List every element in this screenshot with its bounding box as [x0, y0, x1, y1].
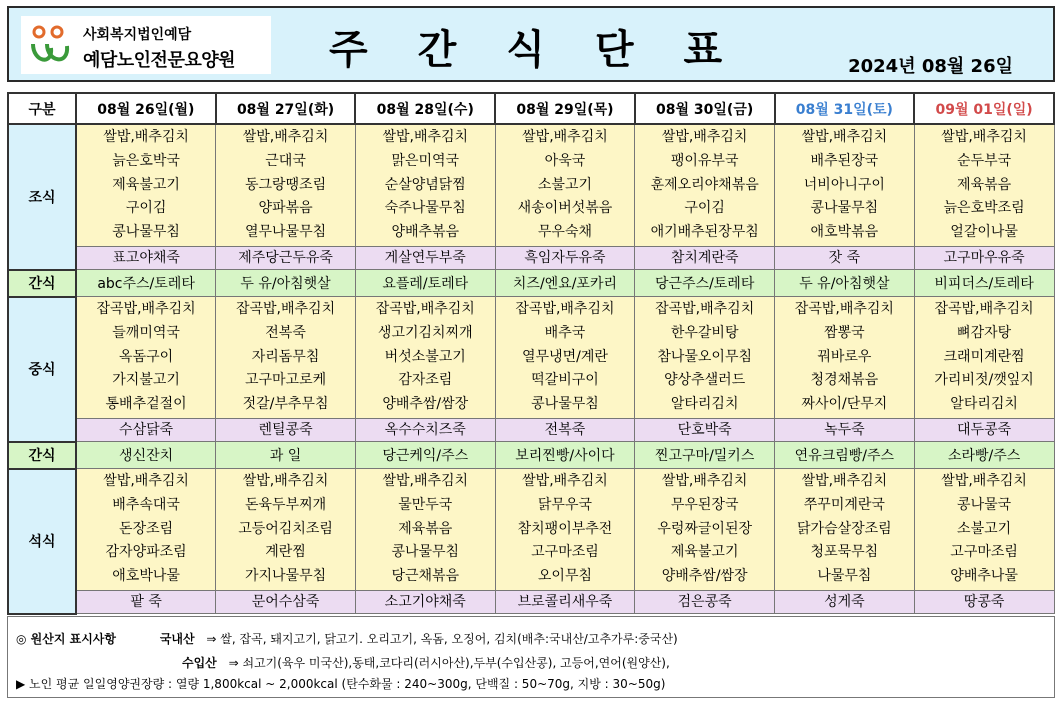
menu-item: 소불고기: [957, 520, 1012, 537]
snack-cell: 과 일: [216, 442, 356, 469]
dinner-cell: [355, 469, 495, 591]
snack1-row: [8, 270, 1054, 297]
menu-item: 쌀밥,배추김치: [941, 129, 1027, 145]
menu-item: 쌀밥,배추김치: [382, 473, 469, 489]
menu-item: 물만두국: [398, 496, 453, 513]
snack-cell: 두 유/아침햇살: [775, 270, 915, 297]
import-label: 수입산: [182, 656, 217, 670]
menu-item: 떡갈비구이: [531, 372, 599, 389]
porridge-cell: 검은콩죽: [635, 591, 775, 614]
menu-item: 배추된장국: [810, 152, 879, 169]
menu-item: 콩나물무침: [810, 200, 879, 217]
snack-cell: 당근케익/주스: [355, 442, 495, 469]
menu-item: 양배추쌈/쌈장: [661, 568, 748, 585]
menu-item: 새송이버섯볶음: [517, 200, 613, 217]
day-header: 08월 30일(금): [635, 93, 775, 124]
menu-item: 청포묵무침: [810, 544, 879, 561]
domestic-text: ⇒ 쌀, 잡곡, 돼지고기, 닭고기. 오리고기, 옥돔, 오징어, 김치(배추:국내산/고추가루:중국산): [206, 632, 678, 646]
import-text: ⇒ 쇠고기(육우 미국산),동태,코다리(러시아산),두부(수입산콩), 고등어,연어(원양산),: [228, 656, 670, 670]
menu-item: 고구마조림: [531, 544, 599, 561]
day-header: 08월 27일(화): [216, 93, 356, 124]
menu-item: 양파볶음: [258, 200, 313, 217]
breakfast-cell: [76, 124, 216, 247]
porridge-cell: 성게죽: [775, 591, 915, 614]
snack2-label: 간식: [8, 442, 76, 469]
day-header-sunday: 09월 01일(일): [914, 93, 1054, 124]
menu-item: 고구마조림: [950, 544, 1018, 561]
snack-cell: abc주스/토레타: [76, 270, 216, 297]
menu-item: 배추국: [544, 324, 586, 341]
breakfast-row: [8, 124, 1054, 247]
menu-item: 청경채볶음: [810, 372, 879, 389]
lunch-cell: [635, 297, 775, 419]
menu-item: 알타리김치: [950, 396, 1018, 413]
breakfast-cell: [216, 124, 356, 247]
dinner-cell: [914, 469, 1054, 591]
menu-item: 돈육두부찌개: [244, 496, 327, 513]
dinner-cell: [76, 469, 216, 591]
menu-item: 쌀밥,배추김치: [522, 473, 608, 489]
menu-item: 근대국: [265, 152, 306, 169]
menu-item: 늙은호박국: [112, 152, 180, 169]
menu-item: 열무나물무침: [244, 224, 327, 241]
menu-item: 닭가슴살장조림: [797, 520, 892, 537]
menu-item: 애호박나물: [112, 568, 180, 585]
menu-item: 잡곡밥,배추김치: [655, 301, 755, 317]
breakfast-label: 조식: [8, 124, 76, 270]
day-header-saturday: 08월 31일(토): [775, 93, 915, 124]
menu-item: 크래미계란찜: [943, 348, 1025, 365]
menu-item: 오이무침: [537, 568, 593, 585]
menu-item: 통배추겉절이: [105, 396, 187, 413]
snack-cell: 보리찐빵/사이다: [495, 442, 635, 469]
menu-item: 알타리김치: [670, 396, 739, 413]
footer-notes: [7, 616, 1055, 698]
snack-cell: 두 유/아침햇살: [216, 270, 356, 297]
menu-item: 순살양념닭찜: [384, 176, 466, 193]
snack2-row: [8, 442, 1054, 469]
menu-item: 너비아니구이: [803, 176, 885, 193]
menu-item: 쌀밥,배추김치: [382, 129, 469, 145]
menu-item: 콩나물무침: [531, 396, 599, 413]
porridge-cell: 문어수삼죽: [216, 591, 356, 614]
menu-item: 잡곡밥,배추김치: [375, 301, 475, 317]
menu-item: 젓갈/부추무침: [242, 396, 329, 413]
menu-item: 고등어김치조림: [238, 520, 333, 537]
porridge-cell: 렌틸콩죽: [216, 419, 356, 442]
origin-domestic-line: [16, 630, 678, 647]
dinner-cell: [635, 469, 775, 591]
breakfast-cell: [495, 124, 635, 247]
menu-item: 쌀밥,배추김치: [801, 473, 888, 489]
menu-item: 늙은호박조림: [943, 200, 1025, 217]
menu-item: 잡곡밥,배추김치: [235, 301, 336, 317]
menu-item: 제육불고기: [670, 544, 739, 561]
dinner-cell: [775, 469, 915, 591]
menu-item: 소불고기: [537, 176, 593, 193]
menu-item: 구이김: [125, 200, 167, 217]
snack-cell: 찐고구마/밀키스: [635, 442, 775, 469]
menu-item: 무우된장국: [670, 496, 739, 513]
menu-item: 들깨미역국: [112, 324, 180, 341]
porridge-cell: 흑임자두유죽: [495, 247, 635, 270]
dinner-porridge-row: [8, 591, 1054, 614]
lunch-porridge-row: [8, 419, 1054, 442]
lunch-cell: [355, 297, 495, 419]
menu-item: 잡곡밥,배추김치: [515, 301, 615, 317]
domestic-label: 국내산: [159, 632, 195, 646]
porridge-cell: 표고야채죽: [76, 247, 216, 270]
lunch-cell: [914, 297, 1054, 419]
snack1-label: 간식: [8, 270, 76, 297]
menu-item: 가리비젓/깻잎지: [934, 372, 1034, 389]
breakfast-cell: [914, 124, 1054, 247]
menu-item: 자리돔무침: [251, 348, 320, 365]
menu-item: 양상추샐러드: [664, 372, 746, 389]
lunch-label: 중식: [8, 297, 76, 442]
lunch-cell: [775, 297, 915, 419]
menu-item: 쌀밥,배추김치: [522, 129, 608, 145]
snack-cell: 치즈/엔요/포카리: [495, 270, 635, 297]
menu-item: 순두부국: [957, 152, 1012, 169]
breakfast-porridge-row: [8, 247, 1054, 270]
day-header: 08월 28일(수): [355, 93, 495, 124]
menu-item: 생고기김치찌개: [377, 324, 473, 341]
org-name: 예담노인전문요양원: [83, 50, 235, 71]
porridge-cell: 고구마우유죽: [914, 247, 1054, 270]
snack-cell: 연유크림빵/주스: [775, 442, 915, 469]
menu-item: 열무냉면/계란: [522, 348, 608, 365]
menu-item: 닭무우국: [537, 496, 593, 513]
menu-item: 참나물오이무침: [657, 348, 752, 365]
menu-item: 참치팽이부추전: [517, 520, 613, 537]
menu-item: 한우갈비탕: [670, 324, 739, 341]
page-title: 주간식단표: [329, 27, 773, 73]
menu-item: 애호박볶음: [810, 224, 879, 241]
porridge-cell: 전복죽: [495, 419, 635, 442]
dinner-cell: [216, 469, 356, 591]
porridge-cell: 대두콩죽: [914, 419, 1054, 442]
origin-title: ◎ 원산지 표시사항: [16, 632, 116, 646]
menu-item: 쌀밥,배추김치: [801, 129, 888, 145]
menu-item: 우렁짜글이된장: [657, 520, 752, 537]
porridge-cell: 소고기야채죽: [355, 591, 495, 614]
breakfast-cell: [355, 124, 495, 247]
menu-item: 감자양파조림: [105, 544, 187, 561]
lunch-row: [8, 297, 1054, 419]
porridge-cell: 참치계란죽: [635, 247, 775, 270]
dinner-label: 석식: [8, 469, 76, 614]
snack-cell: 당근주스/토레타: [635, 270, 775, 297]
menu-item: 고구마고로케: [244, 372, 327, 389]
menu-item: 팽이유부국: [670, 152, 739, 169]
menu-item: 쌀밥,배추김치: [242, 473, 329, 489]
porridge-cell: 수삼닭죽: [76, 419, 216, 442]
menu-item: 쌀밥,배추김치: [661, 473, 748, 489]
menu-item: 양배추나물: [950, 568, 1018, 585]
origin-import-line: [182, 654, 670, 671]
porridge-cell: 옥수수치즈죽: [355, 419, 495, 442]
menu-item: 무우숙채: [537, 224, 593, 241]
day-header: 08월 26일(월): [76, 93, 216, 124]
menu-item: 숙주나물무침: [384, 200, 466, 217]
menu-item: 구이김: [684, 200, 725, 217]
dinner-row: [8, 469, 1054, 591]
menu-item: 아욱국: [544, 152, 586, 169]
lunch-cell: [216, 297, 356, 419]
menu-item: 잡곡밥,배추김치: [96, 301, 196, 317]
day-header: 08월 29일(목): [495, 93, 635, 124]
menu-item: 꿔바로우: [817, 348, 872, 365]
menu-item: 짜사이/단무지: [801, 396, 888, 413]
menu-item: 짬뽕국: [824, 324, 865, 341]
breakfast-cell: [635, 124, 775, 247]
org-subtitle: 사회복지법인예담: [83, 27, 192, 43]
menu-item: 훈제오리야채볶음: [650, 176, 759, 193]
menu-item: 쌀밥,배추김치: [242, 129, 329, 145]
menu-item: 버섯소불고기: [384, 348, 466, 365]
menu-item: 당근채볶음: [391, 568, 460, 585]
corner-label: 구분: [8, 93, 76, 124]
snack-cell: 요플레/토레타: [355, 270, 495, 297]
lunch-cell: [495, 297, 635, 419]
snack-cell: 소라빵/주스: [914, 442, 1054, 469]
dinner-cell: [495, 469, 635, 591]
porridge-cell: 잣 죽: [775, 247, 915, 270]
menu-item: 뼈감자탕: [957, 324, 1012, 341]
porridge-cell: 팥 죽: [76, 591, 216, 614]
menu-item: 애기배추된장무침: [650, 224, 759, 241]
nutrition-line: ▶ 노인 평균 일일영양권장량 : 열량 1,800kcal ~ 2,000kcal (탄수화물 : 240~300g, 단백질 : 50~70g, 지방 : 30~50g): [16, 677, 666, 691]
menu-item: 감자조림: [398, 372, 453, 389]
menu-item: 쌀밥,배추김치: [941, 473, 1027, 489]
menu-item: 계란찜: [265, 544, 306, 561]
menu-item: 옥돔구이: [119, 348, 174, 365]
menu-item: 콩나물국: [957, 496, 1012, 513]
porridge-cell: 브로콜리새우죽: [495, 591, 635, 614]
snack-cell: 생신잔치: [76, 442, 216, 469]
menu-date: 2024년 08월 26일: [848, 56, 1013, 77]
menu-item: 잡곡밥,배추김치: [934, 301, 1034, 317]
menu-item: 잡곡밥,배추김치: [794, 301, 894, 317]
menu-item: 쌀밥,배추김치: [103, 473, 189, 489]
menu-item: 콩나물무침: [112, 224, 180, 241]
menu-item: 나물무침: [817, 568, 872, 585]
menu-item: 제육불고기: [112, 176, 180, 193]
menu-item: 양배추쌈/쌈장: [382, 396, 469, 413]
menu-item: 동그랑땡조림: [244, 176, 327, 193]
snack-cell: 비피더스/토레타: [914, 270, 1054, 297]
breakfast-cell: [775, 124, 915, 247]
menu-item: 콩나물무침: [391, 544, 460, 561]
menu-item: 돈장조림: [119, 520, 174, 537]
menu-item: 맑은미역국: [391, 152, 460, 169]
menu-item: 얼갈이나물: [950, 224, 1018, 241]
menu-item: 제육볶음: [398, 520, 453, 537]
menu-item: 전복죽: [265, 324, 306, 341]
menu-item: 배추속대국: [112, 496, 180, 513]
day-header-row: [8, 93, 1054, 124]
logo: [21, 16, 271, 74]
menu-item: 쌀밥,배추김치: [661, 129, 748, 145]
menu-item: 쭈꾸미계란국: [803, 496, 885, 513]
menu-item: 가지불고기: [112, 372, 180, 389]
porridge-cell: 게살연두부죽: [355, 247, 495, 270]
header-banner: [7, 6, 1055, 82]
porridge-cell: 단호박죽: [635, 419, 775, 442]
menu-item: 양배추볶음: [391, 224, 460, 241]
lunch-cell: [76, 297, 216, 419]
menu-item: 가지나물무침: [244, 568, 327, 585]
porridge-cell: 땅콩죽: [914, 591, 1054, 614]
weekly-menu-table: [7, 92, 1055, 615]
menu-item: 쌀밥,배추김치: [103, 129, 189, 145]
porridge-cell: 제주당근두유죽: [216, 247, 356, 270]
logo-icon: [27, 22, 75, 70]
porridge-cell: 녹두죽: [775, 419, 915, 442]
menu-item: 제육볶음: [957, 176, 1012, 193]
